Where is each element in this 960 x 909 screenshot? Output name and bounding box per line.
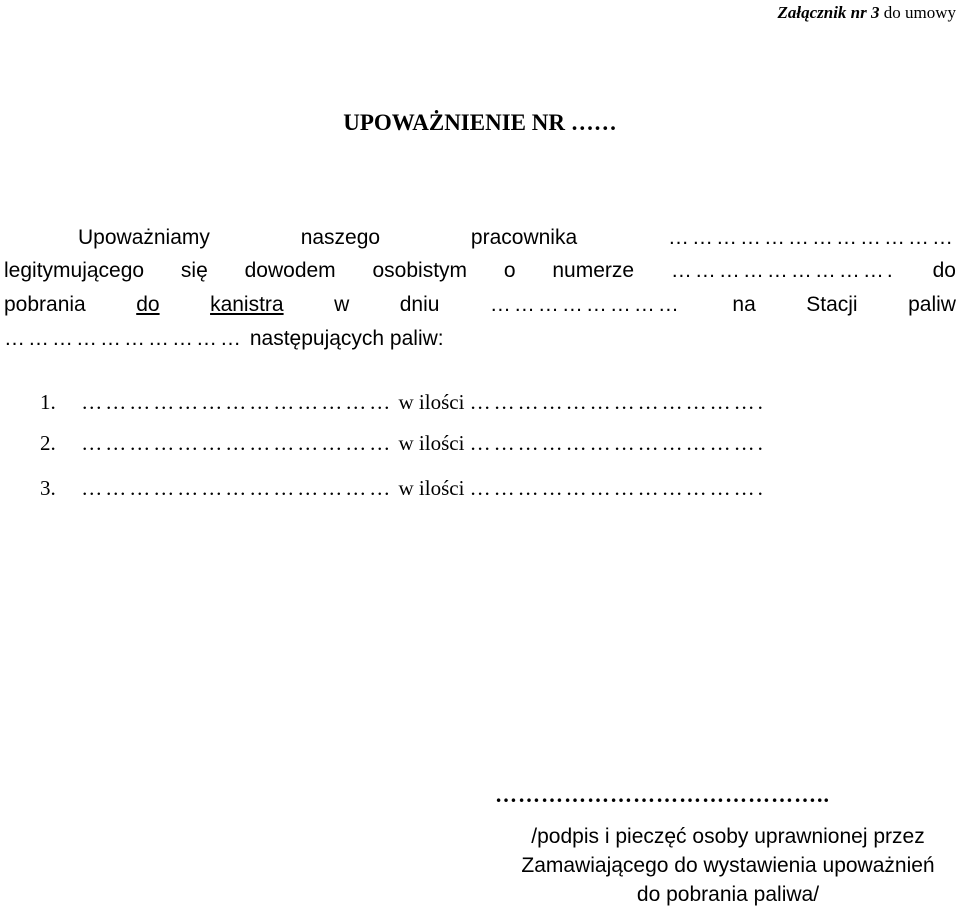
id-number-blank: ………………………. [670,259,896,282]
fuel-number: 3. [40,476,56,500]
fuel-number: 1. [40,390,56,414]
word: w [334,293,350,316]
paragraph-line-1 [78,226,956,250]
signature-line: …………………………………….. [495,782,830,807]
quantity-blank: ………………………………. [469,476,766,500]
word: do [932,259,956,282]
paragraph-line-3 [4,293,956,317]
fuel-type-blank: ………………………………… [81,431,394,455]
station-blank: ………………………… [4,327,244,350]
word: numerze [552,259,635,282]
annex-label: Załącznik nr 3 [777,3,880,22]
word: dniu [399,293,440,316]
word: legitymującego [4,259,145,282]
signature-caption-line: /podpis i pieczęć osoby uprawnionej przez [531,825,925,848]
document-title: UPOWAŻNIENIE NR …… [343,110,617,135]
word: osobistym [372,259,468,282]
paragraph-line-4 [4,327,444,351]
fuels-intro-text: następujących paliw: [249,327,444,350]
word: pracownika [470,226,578,249]
fuel-number: 2. [40,431,56,455]
fuel-type-blank: ………………………………… [81,476,394,500]
quantity-blank: ………………………………. [469,431,766,455]
word: o [503,259,516,282]
quantity-label: w ilości [398,476,465,500]
word: naszego [300,226,381,249]
fuel-list-item [40,431,766,456]
word: Stacji [806,293,858,316]
signature-caption-line: Zamawiającego do wystawienia upoważnień [521,854,935,877]
signature-caption [496,822,960,909]
annex-suffix: do umowy [883,3,956,22]
quantity-label: w ilości [398,390,465,414]
fuel-type-blank: ………………………………… [81,390,394,414]
quantity-label: w ilości [398,431,465,455]
paragraph-line-2 [4,259,956,283]
word: kanistra [210,293,284,316]
word: pobrania [4,293,86,316]
word: do [136,293,160,316]
word: paliw [908,293,956,316]
word: Upoważniamy [78,226,210,249]
word: dowodem [244,259,336,282]
quantity-blank: ………………………………. [469,390,766,414]
fuel-list-item [40,476,766,501]
fuel-list-item [40,390,766,415]
date-blank: …………………… [489,293,682,316]
word: na [732,293,756,316]
annex-header [777,3,956,23]
word: się [180,259,208,282]
employee-name-blank: ……………………………… [667,226,956,249]
signature-caption-line: do pobrania paliwa/ [636,883,820,906]
